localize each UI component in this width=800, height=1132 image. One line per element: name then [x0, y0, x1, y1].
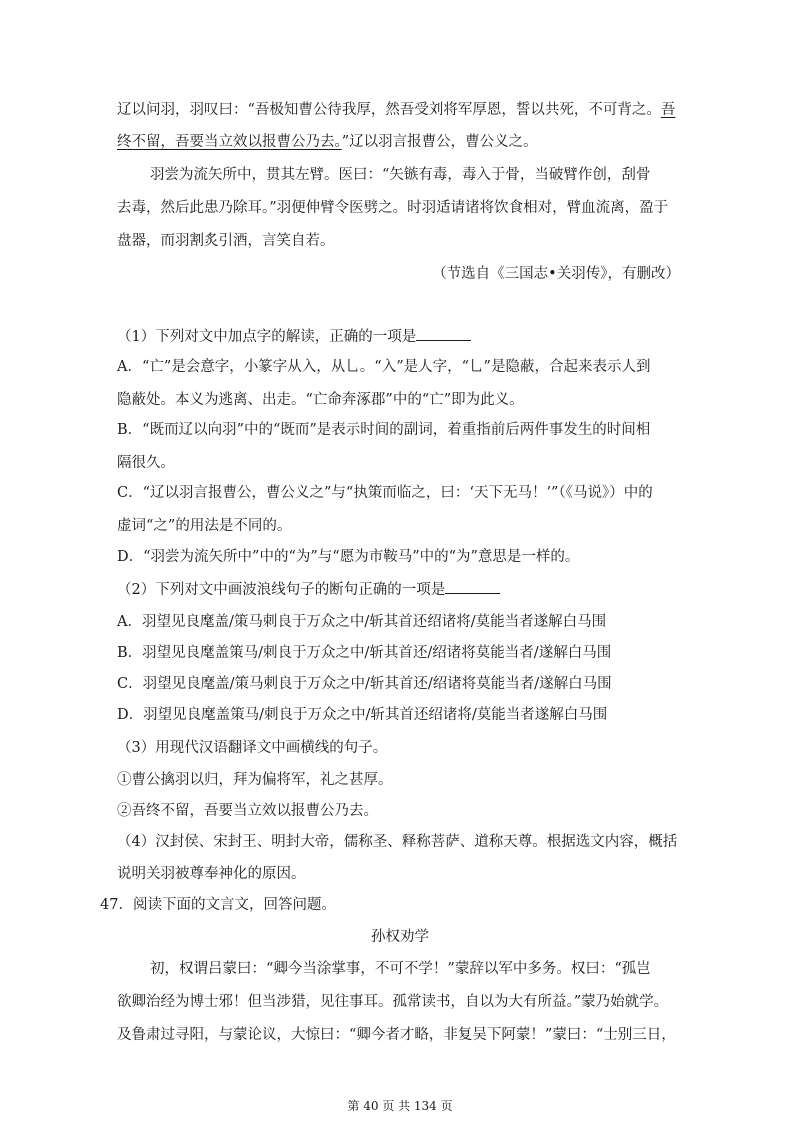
q2-option-b: B．羽望见良麾盖策马/刺良于万众之中/斩其首还/绍诸将莫能当者/遂解白马围	[117, 645, 612, 661]
q1-option-c-line1: C．“辽以羽言报曹公，曹公义之”与“执策而临之，曰：‘天下无马！’”（《马说》）中的	[117, 485, 653, 501]
q47-line-1: 初，权谓吕蒙曰：“卿今当涂掌事，不可不学！”蒙辞以军中多务。权曰：“孤岂	[150, 961, 651, 977]
q2-stem: （2）下列对文中画波浪线句子的断句正确的一项是	[117, 578, 500, 599]
q2-option-c: C．羽望见良麾盖/策马刺良于万众之中/斩其首还/绍诸将莫能当者/遂解白马围	[117, 676, 612, 692]
passage-line-2: 终不留，吾要当立效以报曹公乃去。”辽以羽言报曹公，曹公义之。	[117, 134, 538, 150]
q47-line-2: 欲卿治经为博士邪！但当涉猎，见往事耳。孤常读书，自以为大有所益。”蒙乃始就学。	[117, 994, 669, 1010]
q47-stem: 47．阅读下面的文言文，回答问题。	[100, 897, 336, 913]
q4-line-1: （4）汉封侯、宋封王、明封大帝，儒称圣、释称菩萨、道称天尊。根据选文内容，概括	[117, 834, 678, 850]
passage-line-5: 盘器，而羽割炙引酒，言笑自若。	[117, 233, 335, 249]
q4-line-2: 说明关羽被尊奉神化的原因。	[117, 866, 306, 882]
q1-option-b-line2: 隔很久。	[117, 455, 175, 471]
q1-stem: （1）下列对文中加点字的解读，正确的一项是	[117, 325, 471, 346]
q2-option-a: A．羽望见良麾盖/策马刺良于万众之中/斩其首还绍诸将/莫能当者遂解白马围	[117, 614, 607, 630]
q3-sentence-1: ①曹公擒羽以归，拜为偏将军，礼之甚厚。	[117, 772, 393, 788]
passage-source: （节选自《三国志•关羽传》，有删改）	[432, 266, 680, 282]
page-footer: 第 40 页 共 134 页	[347, 1099, 453, 1113]
q3-stem: （3）用现代汉语翻译文中画横线的句子。	[117, 740, 388, 756]
passage-title: 孙权劝学	[371, 929, 429, 945]
q1-option-a-line2: 隐蔽处。本义为逃离、出走。“亡命奔涿郡”中的“亡”即为此义。	[117, 392, 524, 408]
answer-blank	[445, 580, 500, 594]
q1-option-c-line2: 虚词“之”的用法是不同的。	[117, 518, 292, 534]
underlined-sentence-start: 吾	[660, 102, 676, 118]
q2-option-d: D．羽望见良麾盖策马/刺良于万众之中/斩其首还绍诸将/莫能当者遂解白马围	[117, 707, 608, 723]
q1-option-a-line1: A．“亡”是会意字，小篆字从入，从乚。“入”是人字，“乚”是隐蔽，合起来表示人到	[117, 359, 651, 375]
q1-option-b-line1: B．“既而辽以向羽”中的“既而”是表示时间的副词，着重指前后两件事发生的时间相	[117, 422, 651, 438]
q3-sentence-2: ②吾终不留，吾要当立效以报曹公乃去。	[117, 803, 378, 819]
passage-line-1: 辽以问羽，羽叹曰：“吾极知曹公待我厚，然吾受刘将军厚恩，誓以共死，不可背之。吾	[117, 102, 676, 118]
q1-option-d: D．“羽尝为流矢所中”中的“为”与“愿为市鞍马”中的“为”意思是一样的。	[117, 549, 580, 565]
underlined-sentence: 终不留，吾要当立效以报曹公乃去。	[117, 134, 342, 150]
passage-line-4: 去毒，然后此患乃除耳。”羽便伸臂令医劈之。时羽适请诸将饮食相对，臂血流离，盈于	[117, 200, 669, 216]
answer-blank	[416, 327, 471, 341]
q47-line-3: 及鲁肃过寻阳，与蒙论议，大惊曰：“卿今者才略，非复吴下阿蒙！”蒙曰：“士别三日，	[117, 1027, 676, 1043]
passage-line-3: 羽尝为流矢所中，贯其左臂。医曰：“矢镞有毒，毒入于骨，当破臂作创，刮骨	[150, 167, 651, 183]
